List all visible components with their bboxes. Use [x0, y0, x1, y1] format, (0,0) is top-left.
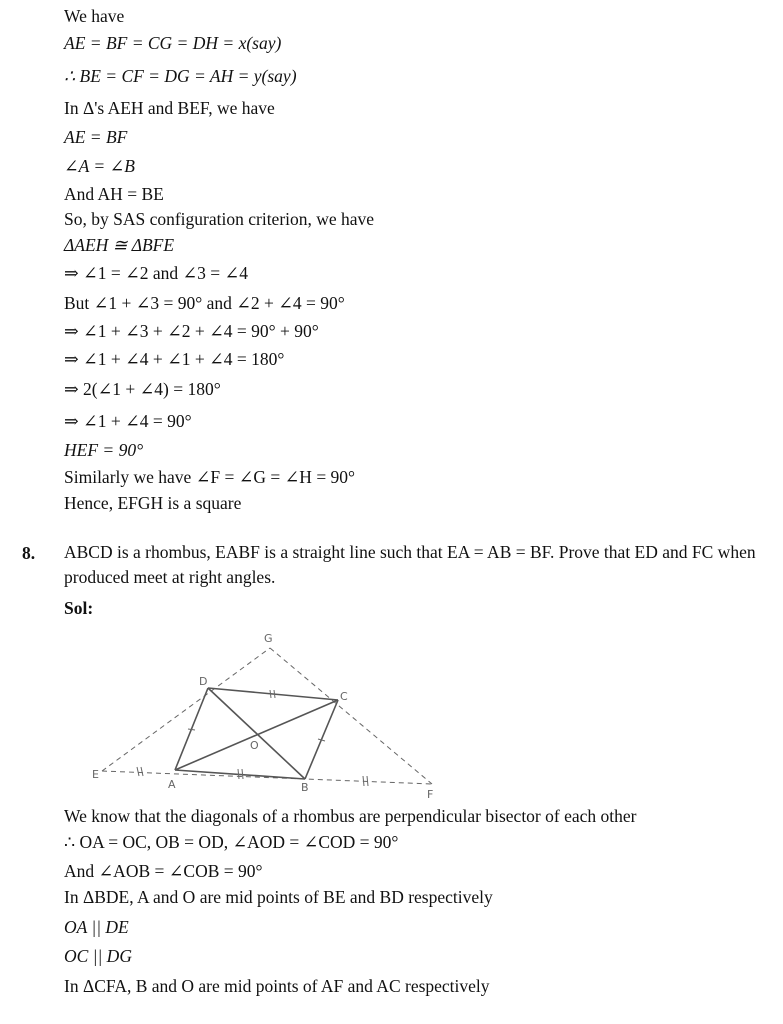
line-gf — [270, 648, 432, 784]
proof-line-18: Hence, EFGH is a square — [64, 493, 242, 513]
label-o: O — [250, 739, 259, 752]
proof-line-8: So, by SAS configuration criterion, we have — [64, 209, 375, 229]
tick-ad — [188, 729, 195, 730]
tick-dc-1 — [270, 690, 271, 698]
proof-line-3: ∴ BE = CF = DG = AH = y(say) — [64, 66, 297, 86]
label-f: F — [427, 788, 434, 800]
tick-ea-2 — [141, 767, 143, 776]
rhombus-solid-lines — [175, 688, 338, 779]
proof-line-7: And AH = BE — [64, 184, 164, 204]
proof-line-9: ΔAEH ≅ ΔBFE — [64, 235, 175, 255]
proof-line-2: AE = BF = CG = DH = x(say) — [64, 33, 282, 53]
solution-line-2: ∴ OA = OC, OB = OD, ∠AOD = ∠COD = 90° — [64, 832, 399, 852]
label-d: D — [199, 675, 208, 688]
proof-line-13: ⇒ ∠1 + ∠4 + ∠1 + ∠4 = 180° — [64, 349, 285, 369]
proof-line-15: ⇒ ∠1 + ∠4 = 90° — [64, 411, 192, 431]
tick-bf-2 — [367, 776, 368, 786]
solution-line-1: We know that the diagonals of a rhombus are perpendicular bisector of each other — [64, 806, 637, 826]
tick-ea-1 — [137, 767, 139, 776]
rhombus-figure — [80, 628, 450, 800]
question-text: ABCD is a rhombus, EABF is a straight line such that EA = AB = BF. Prove that ED and FC when produced meet at right angles. — [64, 542, 756, 587]
proof-line-11: But ∠1 + ∠3 = 90° and ∠2 + ∠4 = 90° — [64, 293, 345, 313]
question-number: 8. — [22, 543, 36, 563]
tick-ab-1 — [238, 769, 239, 779]
sol-label: Sol: — [64, 598, 94, 618]
proof-line-12: ⇒ ∠1 + ∠3 + ∠2 + ∠4 = 90° + 90° — [64, 321, 319, 341]
diagonal-bd — [208, 688, 305, 779]
side-cd — [208, 688, 338, 700]
proof-line-5: AE = BF — [64, 127, 128, 147]
dashed-extensions — [102, 648, 432, 784]
proof-line-17: Similarly we have ∠F = ∠G = ∠H = 90° — [64, 467, 356, 487]
tick-dc-2 — [274, 690, 275, 698]
solution-line-7: In ΔCFA, B and O are mid points of AF and AC respectively — [64, 976, 490, 996]
proof-line-4: In Δ's AEH and BEF, we have — [64, 98, 275, 118]
tick-ab-2 — [242, 769, 243, 779]
solution-line-3: And ∠AOB = ∠COB = 90° — [64, 861, 263, 881]
proof-line-6: ∠A = ∠B — [64, 156, 135, 176]
line-eabf-extension — [102, 771, 432, 784]
label-a: A — [168, 778, 176, 791]
proof-line-14: ⇒ 2(∠1 + ∠4) = 180° — [64, 379, 221, 399]
proof-line-1: We have — [64, 6, 125, 26]
proof-line-16: HEF = 90° — [64, 440, 144, 460]
label-e: E — [92, 768, 99, 781]
solution-line-6: OC || DG — [64, 946, 132, 966]
proof-line-10: ⇒ ∠1 = ∠2 and ∠3 = ∠4 — [64, 263, 248, 283]
label-g: G — [264, 632, 273, 645]
tick-marks — [137, 690, 368, 786]
solution-line-5: OA || DE — [64, 917, 129, 937]
label-c: C — [340, 690, 348, 703]
tick-bf-1 — [363, 776, 364, 786]
label-b: B — [301, 781, 309, 794]
line-eg — [102, 648, 270, 771]
solution-line-4: In ΔBDE, A and O are mid points of BE and BD respectively — [64, 887, 493, 907]
